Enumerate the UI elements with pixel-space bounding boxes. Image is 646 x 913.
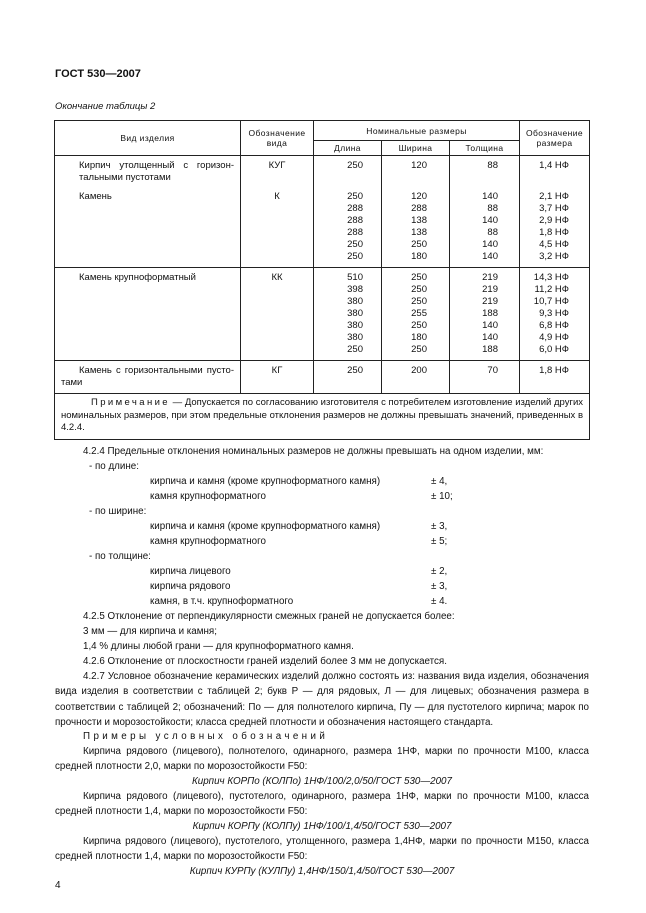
length-1-label: кирпича и камня (кроме крупноформатного камня) bbox=[150, 476, 381, 487]
table-row bbox=[55, 268, 590, 361]
table-note-row bbox=[55, 394, 590, 440]
note-label: Примечание bbox=[91, 397, 170, 408]
row-size: 1,8 НФ bbox=[520, 361, 590, 394]
para-4-2-4: 4.2.4 Предельные отклонения номинальных размеров не должны превышать на одном изделии, мм: bbox=[83, 446, 544, 457]
para-4-2-5-a: 3 мм — для кирпича и камня; bbox=[83, 626, 217, 637]
col-header-length: Длина bbox=[314, 141, 382, 156]
row-size: 1,4 НФ bbox=[520, 156, 590, 189]
example-1: Кирпича рядового (лицевого), полнотелого, одинарного, размера 1НФ, марки по прочности М100, класса средней плотности 2,0, марки по морозостойкости F50: bbox=[55, 746, 589, 773]
row-code: КГ bbox=[241, 361, 314, 394]
by-width: - по ширине: bbox=[89, 506, 147, 517]
table-note bbox=[55, 394, 590, 440]
thickness-2-value: ± 3, bbox=[431, 581, 448, 592]
row-thickness: 88 bbox=[450, 156, 520, 189]
document-header: ГОСТ 530—2007 bbox=[55, 68, 141, 80]
para-4-2-6: 4.2.6 Отклонение от плоскостности граней изделий более 3 мм не допускается. bbox=[83, 656, 447, 667]
example-2-code: Кирпич КОРПу (КОЛПу) 1НФ/100/1,4/50/ГОСТ 530—2007 bbox=[192, 821, 452, 832]
row-code: К bbox=[241, 188, 314, 268]
col-header-size-designation: Обозначение размера bbox=[520, 121, 590, 156]
thickness-1-label: кирпича лицевого bbox=[150, 566, 231, 577]
col-header-width: Ширина bbox=[382, 141, 450, 156]
length-1-value: ± 4, bbox=[431, 476, 448, 487]
row-width: 120 bbox=[382, 156, 450, 189]
row-name: Камень крупноформатный bbox=[55, 268, 241, 361]
row-name: Камень с горизонтальными пусто- тами bbox=[55, 361, 241, 394]
row-thickness: 219 219 219 188 140 140 188 bbox=[450, 268, 520, 361]
row-width: 250 250 250 255 250 180 250 bbox=[382, 268, 450, 361]
row-name-cont: тальными пустотами bbox=[79, 172, 171, 183]
thickness-3-value: ± 4. bbox=[431, 596, 448, 607]
examples-title: Примеры условных обозначений bbox=[83, 731, 329, 742]
length-2-value: ± 10; bbox=[431, 491, 453, 502]
col-header-nominal: Номинальные размеры bbox=[314, 121, 520, 141]
row-name: Камень bbox=[55, 188, 241, 268]
page-number: 4 bbox=[55, 880, 61, 891]
table-row bbox=[55, 156, 590, 189]
col-header-name: Вид изделия bbox=[55, 121, 241, 156]
thickness-3-label: камня, в т.ч. крупноформатного bbox=[150, 596, 294, 607]
para-4-2-7: 4.2.7 Условное обозначение керамических изделий должно состоять из: названия вида изделия, обозначения вида изделия в соответствии с таблицей 2; букв Р — для рядовых, Л — для лицевых; обозначения размера в соответствии с таблицей 2; обозначений: По — для полнотелого кирпича, Пу — для пустотелого кирпича; марок по прочности и морозостойкости; класса средней плотности и обозначения настоящего стандарта. bbox=[55, 671, 589, 728]
row-code: КУГ bbox=[241, 156, 314, 189]
by-length: - по длине: bbox=[89, 461, 139, 472]
row-size: 14,3 НФ 11,2 НФ 10,7 НФ 9,3 НФ 6,8 НФ 4,9 НФ 6,0 НФ bbox=[520, 268, 590, 361]
example-3-code: Кирпич КУРПу (КУЛПу) 1,4НФ/150/1,4/50/ГОСТ 530—2007 bbox=[189, 866, 455, 877]
col-header-thickness: Толщина bbox=[450, 141, 520, 156]
width-2-value: ± 5; bbox=[431, 536, 448, 547]
thickness-2-label: кирпича рядового bbox=[150, 581, 231, 592]
width-1-label: кирпича и камня (кроме крупноформатного камня) bbox=[150, 521, 381, 532]
row-width: 120 288 138 138 250 180 bbox=[382, 188, 450, 268]
row-length: 250 bbox=[314, 156, 382, 189]
row-length: 250 bbox=[314, 361, 382, 394]
row-thickness: 70 bbox=[450, 361, 520, 394]
example-3: Кирпича рядового (лицевого), пустотелого, утолщенного, размера 1,4НФ, марки по прочности М150, класса средней плотности 1,4, марки по морозостойкости F50: bbox=[55, 836, 589, 863]
row-name-cont: тами bbox=[61, 377, 83, 388]
by-thickness: - по толщине: bbox=[89, 551, 151, 562]
table-row bbox=[55, 188, 590, 268]
example-1-code: Кирпич КОРПо (КОЛПо) 1НФ/100/2,0/50/ГОСТ 530—2007 bbox=[192, 776, 452, 787]
para-4-2-5: 4.2.5 Отклонение от перпендикулярности смежных граней не допускается более: bbox=[83, 611, 455, 622]
row-length: 510 398 380 380 380 380 250 bbox=[314, 268, 382, 361]
row-length: 250 288 288 288 250 250 bbox=[314, 188, 382, 268]
row-code: КК bbox=[241, 268, 314, 361]
row-thickness: 140 88 140 88 140 140 bbox=[450, 188, 520, 268]
example-2: Кирпича рядового (лицевого), пустотелого, одинарного, размера 1НФ, марки по прочности М100, класса средней плотности 1,4, марки по морозостойкости F50: bbox=[55, 791, 589, 818]
width-1-value: ± 3, bbox=[431, 521, 448, 532]
para-4-2-5-b: 1,4 % длины любой грани — для крупноформатного камня. bbox=[83, 641, 354, 652]
row-size: 2,1 НФ 3,7 НФ 2,9 НФ 1,8 НФ 4,5 НФ 3,2 НФ bbox=[520, 188, 590, 268]
note-text: — Допускается по согласованию изготовителя с потребителем изготовление изделий других номинальных размеров, при этом предельные отклонения размеров не должны превышать значений, приведенных в 4.2.4. bbox=[61, 397, 583, 433]
row-width: 200 bbox=[382, 361, 450, 394]
thickness-1-value: ± 2, bbox=[431, 566, 448, 577]
table-row bbox=[55, 361, 590, 394]
row-name: Кирпич утолщенный с горизон- тальными пустотами bbox=[55, 156, 241, 189]
table-continuation-caption: Окончание таблицы 2 bbox=[55, 101, 156, 112]
length-2-label: камня крупноформатного bbox=[150, 491, 266, 502]
width-2-label: камня крупноформатного bbox=[150, 536, 266, 547]
col-header-designation: Обозначение вида bbox=[241, 121, 314, 156]
dimensions-table bbox=[54, 120, 590, 440]
